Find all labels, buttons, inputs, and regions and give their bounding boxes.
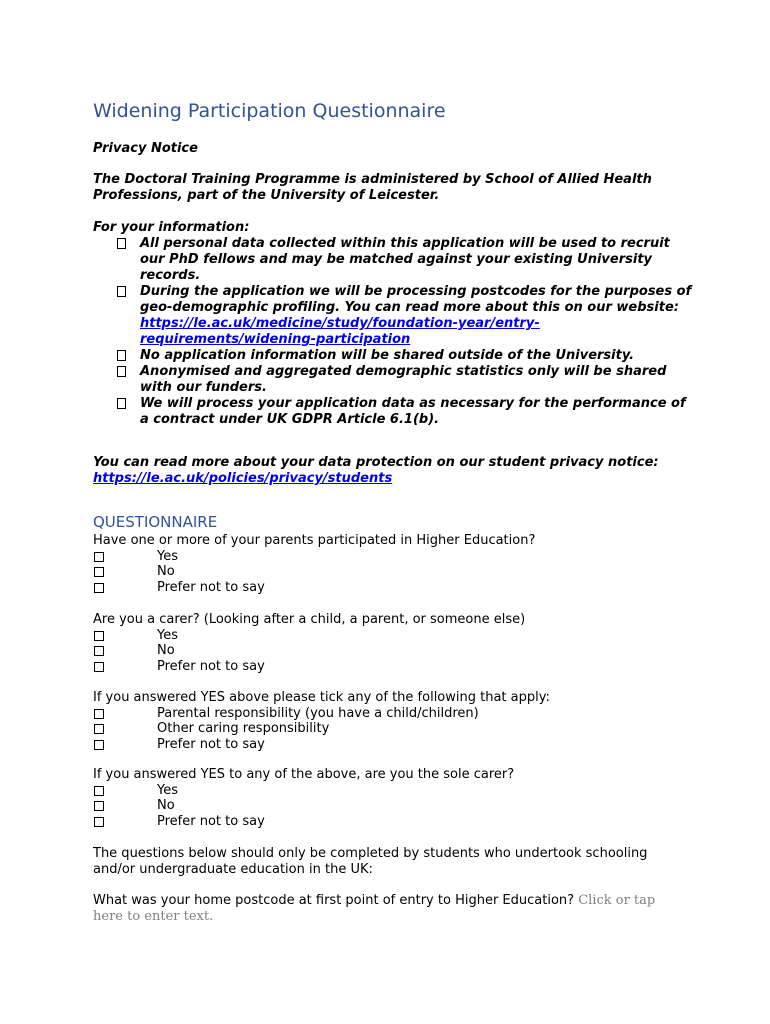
option-row bbox=[93, 798, 693, 814]
option-row bbox=[93, 580, 693, 596]
checkbox[interactable] bbox=[94, 817, 104, 827]
bullet-text: We will process your application data as necessary for the performance of a contract under UK GDPR Article 6.1(b). bbox=[140, 396, 686, 427]
option-row bbox=[93, 721, 693, 737]
bullet-item bbox=[93, 284, 693, 348]
option-row bbox=[93, 706, 693, 722]
page-title: Widening Participation Questionnaire bbox=[93, 100, 446, 122]
option-label: Parental responsibility (you have a child/children) bbox=[157, 705, 479, 721]
option-label: Prefer not to say bbox=[157, 736, 265, 752]
intro-paragraph: The Doctoral Training Programme is administered by School of Allied Health Professions, part of the University of Leicester. bbox=[93, 172, 652, 203]
question-block bbox=[93, 767, 693, 829]
option-label: Yes bbox=[157, 548, 178, 564]
checkbox[interactable] bbox=[94, 786, 104, 796]
option-row bbox=[93, 628, 693, 644]
option-label: Prefer not to say bbox=[157, 579, 265, 595]
option-row bbox=[93, 643, 693, 659]
bullet-item bbox=[93, 348, 693, 364]
checkbox[interactable] bbox=[94, 740, 104, 750]
postcode-input[interactable]: Click or tap here to enter text. bbox=[93, 893, 656, 924]
bullet-item bbox=[93, 396, 693, 428]
info-bullet-list bbox=[93, 236, 693, 428]
question-block bbox=[93, 612, 693, 674]
checkbox[interactable] bbox=[94, 583, 104, 593]
option-label: No bbox=[157, 643, 175, 659]
option-row bbox=[93, 783, 693, 799]
bullet-text: Anonymised and aggregated demographic statistics only will be shared with our funders. bbox=[140, 364, 667, 395]
question-block bbox=[93, 690, 693, 752]
questionnaire-heading: QUESTIONNAIRE bbox=[93, 513, 218, 531]
checkbox[interactable] bbox=[94, 724, 104, 734]
bullet-icon bbox=[117, 350, 126, 361]
checkbox[interactable] bbox=[94, 631, 104, 641]
option-label: Yes bbox=[157, 782, 178, 798]
checkbox[interactable] bbox=[94, 552, 104, 562]
checkbox[interactable] bbox=[94, 709, 104, 719]
question-text: If you answered YES to any of the above, are you the sole carer? bbox=[93, 767, 515, 782]
bullet-item bbox=[93, 236, 693, 284]
info-heading: For your information: bbox=[93, 220, 250, 235]
option-row bbox=[93, 564, 693, 580]
bullet-item bbox=[93, 364, 693, 396]
bullet-icon bbox=[117, 366, 126, 377]
notice-text: You can read more about your data protection on our student privacy notice: bbox=[93, 455, 659, 470]
option-label: Other caring responsibility bbox=[157, 721, 330, 737]
option-row bbox=[93, 814, 693, 830]
question-text: Are you a carer? (Looking after a child, a parent, or someone else) bbox=[93, 612, 526, 627]
option-label: Prefer not to say bbox=[157, 658, 265, 674]
bullet-icon bbox=[117, 398, 126, 409]
checkbox[interactable] bbox=[94, 662, 104, 672]
bullet-icon bbox=[117, 286, 126, 297]
option-label: No bbox=[157, 564, 175, 580]
privacy-students-link[interactable]: https://le.ac.uk/policies/privacy/students bbox=[93, 471, 393, 486]
widening-participation-link[interactable]: https://le.ac.uk/medicine/study/foundation-year/entry-requirements/widening-participation bbox=[140, 316, 540, 347]
option-label: Yes bbox=[157, 627, 178, 643]
option-label: No bbox=[157, 798, 175, 814]
checkbox[interactable] bbox=[94, 646, 104, 656]
bullet-text: All personal data collected within this application will be used to recruit our PhD fellows and may be matched against your existing University records. bbox=[140, 236, 670, 283]
privacy-notice-heading: Privacy Notice bbox=[93, 141, 198, 156]
checkbox[interactable] bbox=[94, 801, 104, 811]
privacy-notice-paragraph bbox=[93, 455, 673, 487]
bullet-icon bbox=[117, 238, 126, 249]
option-row bbox=[93, 737, 693, 753]
uk-schooling-note: The questions below should only be completed by students who undertook schooling and/or undergraduate education in the UK: bbox=[93, 846, 648, 877]
option-row bbox=[93, 659, 693, 675]
bullet-text: During the application we will be processing postcodes for the purposes of geo-demographic profiling. You can read more about this on our website: bbox=[140, 284, 692, 315]
question-block bbox=[93, 533, 693, 595]
bullet-text: No application information will be shared outside of the University. bbox=[140, 348, 635, 363]
checkbox[interactable] bbox=[94, 567, 104, 577]
postcode-question-text: What was your home postcode at first point of entry to Higher Education? bbox=[93, 893, 579, 908]
option-label: Prefer not to say bbox=[157, 813, 265, 829]
question-text: Have one or more of your parents participated in Higher Education? bbox=[93, 533, 536, 548]
option-row bbox=[93, 549, 693, 565]
question-text: If you answered YES above please tick any of the following that apply: bbox=[93, 690, 550, 705]
postcode-question bbox=[93, 893, 683, 925]
